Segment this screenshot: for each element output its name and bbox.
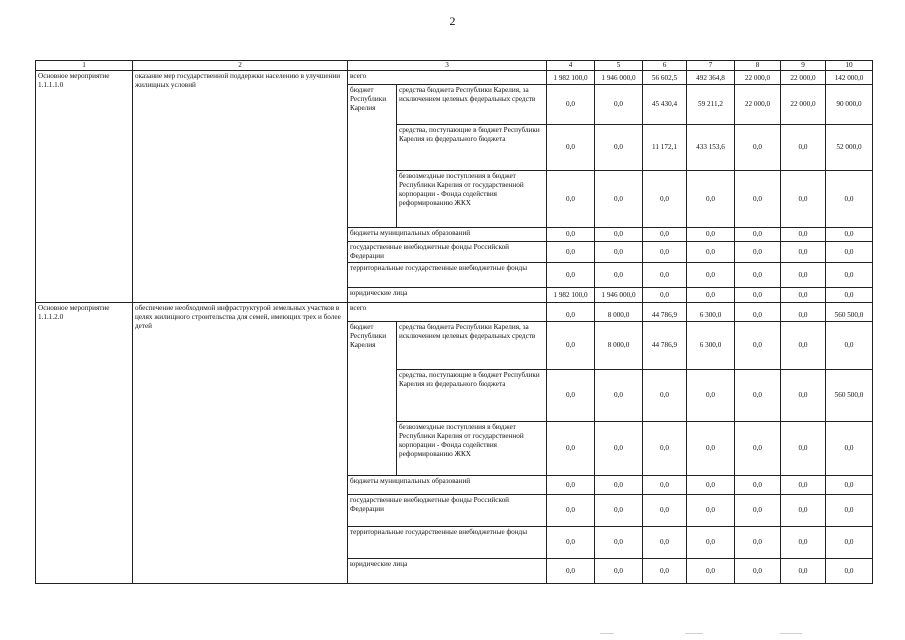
source-label: средства бюджета Республики Карелия, за исключением целевых федеральных средств bbox=[397, 322, 547, 370]
source-label: всего bbox=[348, 71, 547, 85]
scan-edge-mark bbox=[600, 633, 614, 634]
value-cell: 0,0 bbox=[643, 527, 687, 559]
value-cell: 0,0 bbox=[547, 559, 595, 584]
value-cell: 0,0 bbox=[781, 125, 826, 171]
value-cell: 0,0 bbox=[547, 171, 595, 228]
value-cell: 0,0 bbox=[735, 288, 781, 303]
page-number: 2 bbox=[449, 14, 456, 28]
value-cell: 0,0 bbox=[643, 263, 687, 288]
column-number: 7 bbox=[687, 61, 735, 71]
value-cell: 0,0 bbox=[826, 242, 873, 263]
value-cell: 1 946 000,0 bbox=[595, 288, 643, 303]
value-cell: 56 602,5 bbox=[643, 71, 687, 85]
value-cell: 0,0 bbox=[547, 495, 595, 527]
value-cell: 0,0 bbox=[735, 476, 781, 495]
column-number: 10 bbox=[826, 61, 873, 71]
source-label: средства, поступающие в бюджет Республики Карелия из федерального бюджета bbox=[397, 125, 547, 171]
value-cell: 44 786,9 bbox=[643, 322, 687, 370]
value-cell: 0,0 bbox=[687, 559, 735, 584]
value-cell: 0,0 bbox=[687, 171, 735, 228]
value-cell: 142 000,0 bbox=[826, 71, 873, 85]
source-label: средства, поступающие в бюджет Республики Карелия из федерального бюджета bbox=[397, 370, 547, 422]
source-label: территориальные государственные внебюджетные фонды bbox=[348, 263, 547, 288]
column-number: 3 bbox=[348, 61, 547, 71]
source-label: юридические лица bbox=[348, 559, 547, 584]
column-number: 9 bbox=[781, 61, 826, 71]
source-label: территориальные государственные внебюджетные фонды bbox=[348, 527, 547, 559]
value-cell: 0,0 bbox=[547, 303, 595, 322]
source-label: бюджеты муниципальных образований bbox=[348, 228, 547, 242]
value-cell: 0,0 bbox=[826, 171, 873, 228]
value-cell: 52 000,0 bbox=[826, 125, 873, 171]
value-cell: 0,0 bbox=[735, 228, 781, 242]
value-cell: 0,0 bbox=[643, 495, 687, 527]
value-cell: 0,0 bbox=[547, 263, 595, 288]
source-label: средства бюджета Республики Карелия, за исключением целевых федеральных средств bbox=[397, 85, 547, 125]
value-cell: 1 982 100,0 bbox=[547, 71, 595, 85]
scan-edge-mark bbox=[780, 633, 802, 634]
value-cell: 0,0 bbox=[735, 527, 781, 559]
value-cell: 433 153,6 bbox=[687, 125, 735, 171]
source-label: безвозмездные поступления в бюджет Республики Карелия от государственной корпорации - Фонда содействия реформированию ЖКХ bbox=[397, 171, 547, 228]
value-cell: 8 000,0 bbox=[595, 322, 643, 370]
header-row bbox=[36, 61, 873, 71]
value-cell: 22 000,0 bbox=[781, 71, 826, 85]
value-cell: 560 500,0 bbox=[826, 370, 873, 422]
value-cell: 0,0 bbox=[595, 263, 643, 288]
value-cell: 0,0 bbox=[643, 476, 687, 495]
value-cell: 0,0 bbox=[687, 242, 735, 263]
value-cell: 0,0 bbox=[735, 303, 781, 322]
value-cell: 6 300,0 bbox=[687, 322, 735, 370]
budget-group-label: бюджет Республики Карелия bbox=[348, 322, 397, 476]
value-cell: 0,0 bbox=[595, 125, 643, 171]
source-label: государственные внебюджетные фонды Российской Федерации bbox=[348, 242, 547, 263]
value-cell: 0,0 bbox=[547, 322, 595, 370]
value-cell: 0,0 bbox=[595, 171, 643, 228]
value-cell: 0,0 bbox=[595, 476, 643, 495]
value-cell: 0,0 bbox=[643, 242, 687, 263]
value-cell: 90 000,0 bbox=[826, 85, 873, 125]
value-cell: 44 786,9 bbox=[643, 303, 687, 322]
value-cell: 0,0 bbox=[781, 322, 826, 370]
column-number: 4 bbox=[547, 61, 595, 71]
column-number: 6 bbox=[643, 61, 687, 71]
value-cell: 0,0 bbox=[781, 422, 826, 476]
value-cell: 0,0 bbox=[826, 559, 873, 584]
column-number: 5 bbox=[595, 61, 643, 71]
value-cell: 0,0 bbox=[826, 263, 873, 288]
value-cell: 0,0 bbox=[547, 527, 595, 559]
value-cell: 0,0 bbox=[595, 495, 643, 527]
value-cell: 45 430,4 bbox=[643, 85, 687, 125]
value-cell: 0,0 bbox=[735, 370, 781, 422]
value-cell: 59 211,2 bbox=[687, 85, 735, 125]
value-cell: 0,0 bbox=[781, 303, 826, 322]
value-cell: 0,0 bbox=[547, 228, 595, 242]
measure-code: Основное мероприятие 1.1.1.1.0 bbox=[36, 71, 133, 303]
measure-title: обеспечение необходимой инфраструктурой земельных участков в целях жилищного строительства для семей, имеющих трех и более детей bbox=[133, 303, 348, 584]
budget-table bbox=[35, 60, 873, 584]
value-cell: 0,0 bbox=[687, 527, 735, 559]
source-label: государственные внебюджетные фонды Российской Федерации bbox=[348, 495, 547, 527]
value-cell: 0,0 bbox=[826, 476, 873, 495]
value-cell: 8 000,0 bbox=[595, 303, 643, 322]
value-cell: 0,0 bbox=[781, 263, 826, 288]
column-number: 8 bbox=[735, 61, 781, 71]
column-number: 1 bbox=[36, 61, 133, 71]
value-cell: 0,0 bbox=[547, 422, 595, 476]
value-cell: 0,0 bbox=[735, 242, 781, 263]
value-cell: 22 000,0 bbox=[735, 71, 781, 85]
value-cell: 0,0 bbox=[687, 228, 735, 242]
value-cell: 0,0 bbox=[595, 527, 643, 559]
value-cell: 0,0 bbox=[781, 370, 826, 422]
value-cell: 0,0 bbox=[687, 370, 735, 422]
value-cell: 0,0 bbox=[547, 125, 595, 171]
value-cell: 0,0 bbox=[643, 559, 687, 584]
source-label: безвозмездные поступления в бюджет Республики Карелия от государственной корпорации - Фонда содействия реформированию ЖКХ bbox=[397, 422, 547, 476]
value-cell: 0,0 bbox=[547, 370, 595, 422]
value-cell: 0,0 bbox=[781, 288, 826, 303]
value-cell: 22 000,0 bbox=[735, 85, 781, 125]
budget-group-label: бюджет Республики Карелия bbox=[348, 85, 397, 228]
value-cell: 0,0 bbox=[643, 422, 687, 476]
value-cell: 0,0 bbox=[826, 288, 873, 303]
value-cell: 0,0 bbox=[595, 242, 643, 263]
value-cell: 0,0 bbox=[547, 242, 595, 263]
value-cell: 11 172,1 bbox=[643, 125, 687, 171]
value-cell: 0,0 bbox=[643, 288, 687, 303]
value-cell: 0,0 bbox=[781, 527, 826, 559]
value-cell: 0,0 bbox=[781, 476, 826, 495]
value-cell: 0,0 bbox=[687, 422, 735, 476]
value-cell: 0,0 bbox=[781, 242, 826, 263]
value-cell: 0,0 bbox=[826, 495, 873, 527]
column-number: 2 bbox=[133, 61, 348, 71]
value-cell: 0,0 bbox=[547, 476, 595, 495]
value-cell: 0,0 bbox=[595, 228, 643, 242]
value-cell: 560 500,0 bbox=[826, 303, 873, 322]
value-cell: 0,0 bbox=[826, 527, 873, 559]
measure-title: оказание мер государственной поддержки населению в улучшении жилищных условий bbox=[133, 71, 348, 303]
value-cell: 6 300,0 bbox=[687, 303, 735, 322]
value-cell: 0,0 bbox=[687, 476, 735, 495]
value-cell: 0,0 bbox=[781, 228, 826, 242]
measure-code: Основное мероприятие 1.1.1.2.0 bbox=[36, 303, 133, 584]
value-cell: 0,0 bbox=[735, 125, 781, 171]
value-cell: 0,0 bbox=[643, 171, 687, 228]
total-row bbox=[36, 71, 873, 85]
value-cell: 0,0 bbox=[735, 422, 781, 476]
value-cell: 0,0 bbox=[735, 559, 781, 584]
scan-edge-mark bbox=[685, 633, 703, 634]
value-cell: 0,0 bbox=[735, 171, 781, 228]
value-cell: 0,0 bbox=[687, 263, 735, 288]
value-cell: 0,0 bbox=[781, 171, 826, 228]
value-cell: 0,0 bbox=[826, 228, 873, 242]
value-cell: 0,0 bbox=[781, 559, 826, 584]
value-cell: 0,0 bbox=[781, 495, 826, 527]
value-cell: 0,0 bbox=[735, 495, 781, 527]
value-cell: 0,0 bbox=[595, 559, 643, 584]
value-cell: 0,0 bbox=[643, 228, 687, 242]
value-cell: 0,0 bbox=[595, 85, 643, 125]
value-cell: 0,0 bbox=[595, 422, 643, 476]
value-cell: 0,0 bbox=[826, 322, 873, 370]
value-cell: 1 982 100,0 bbox=[547, 288, 595, 303]
source-label: бюджеты муниципальных образований bbox=[348, 476, 547, 495]
value-cell: 0,0 bbox=[735, 263, 781, 288]
value-cell: 0,0 bbox=[687, 495, 735, 527]
value-cell: 0,0 bbox=[595, 370, 643, 422]
value-cell: 492 364,8 bbox=[687, 71, 735, 85]
value-cell: 0,0 bbox=[826, 422, 873, 476]
value-cell: 22 000,0 bbox=[781, 85, 826, 125]
source-label: всего bbox=[348, 303, 547, 322]
value-cell: 1 946 000,0 bbox=[595, 71, 643, 85]
value-cell: 0,0 bbox=[735, 322, 781, 370]
value-cell: 0,0 bbox=[547, 85, 595, 125]
value-cell: 0,0 bbox=[643, 370, 687, 422]
total-row bbox=[36, 303, 873, 322]
source-label: юридические лица bbox=[348, 288, 547, 303]
value-cell: 0,0 bbox=[687, 288, 735, 303]
